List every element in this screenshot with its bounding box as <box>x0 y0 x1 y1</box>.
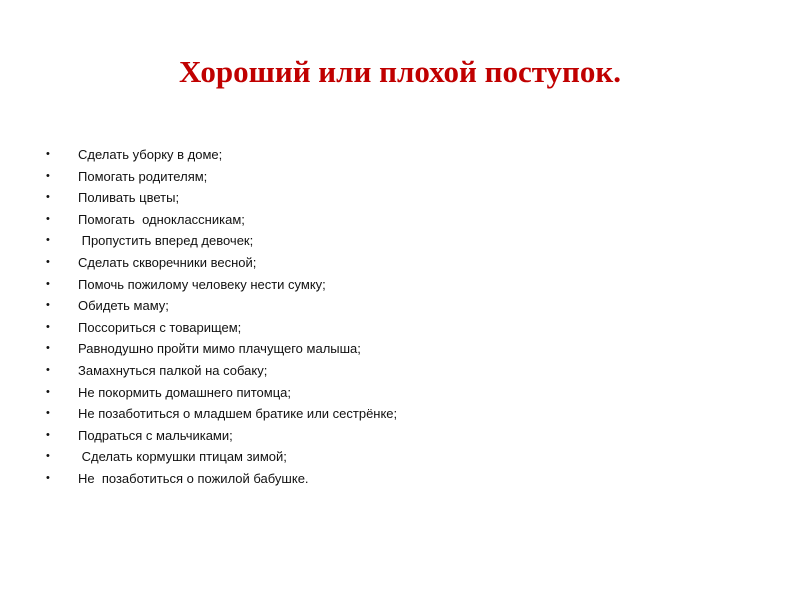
list-item-text: Подраться с мальчиками; <box>78 427 233 443</box>
bullet-dot-icon: • <box>46 191 50 204</box>
bullet-dot-icon: • <box>46 299 50 312</box>
bullet-dot-icon: • <box>46 148 50 160</box>
bullet-dot-icon: • <box>46 212 50 225</box>
list-item <box>46 252 397 274</box>
list-item <box>46 274 397 296</box>
list-item-text: Помочь пожилому человеку нести сумку; <box>78 276 326 292</box>
list-item <box>46 209 397 231</box>
list-item-text: Сделать кормушки птицам зимой; <box>78 449 287 465</box>
list-item <box>46 403 397 425</box>
list-item <box>46 446 397 468</box>
list-item-text: Поливать цветы; <box>78 190 180 206</box>
list-item <box>46 295 397 317</box>
list-item <box>46 425 397 447</box>
list-item-text: Поссориться с товарищем; <box>78 319 242 335</box>
list-item <box>46 338 397 360</box>
slide-title: Хороший или плохой поступок. <box>178 54 621 89</box>
list-item-text: Помогать одноклассникам; <box>78 211 245 227</box>
bullet-dot-icon: • <box>46 450 50 463</box>
list-item-text: Пропустить вперед девочек; <box>78 233 254 249</box>
bullet-dot-icon: • <box>46 428 50 441</box>
bullet-dot-icon: • <box>46 407 50 420</box>
list-item-text: Равнодушно пройти мимо плачущего малыша; <box>78 341 361 357</box>
list-item-text: Обидеть маму; <box>78 298 169 314</box>
bullet-dot-icon: • <box>46 277 50 290</box>
bullet-dot-icon: • <box>46 385 50 398</box>
list-item <box>46 230 397 252</box>
bullet-list <box>46 144 397 490</box>
bullet-dot-icon: • <box>46 169 50 182</box>
list-item <box>46 317 397 339</box>
list-item <box>46 166 397 188</box>
list-item <box>46 382 397 404</box>
list-item-text: Сделать скворечники весной; <box>78 254 257 270</box>
list-item <box>46 187 397 209</box>
bullet-dot-icon: • <box>46 363 50 376</box>
bullet-dot-icon: • <box>46 234 50 247</box>
list-item <box>46 360 397 382</box>
list-item <box>46 144 397 166</box>
list-item-text: Не позаботиться о пожилой бабушке. <box>78 470 309 486</box>
bullet-dot-icon: • <box>46 471 50 484</box>
bullet-dot-icon: • <box>46 320 50 333</box>
list-item <box>46 468 397 490</box>
bullet-dot-icon: • <box>46 342 50 355</box>
list-item-text: Сделать уборку в доме; <box>78 147 223 162</box>
list-item-text: Не покормить домашнего питомца; <box>78 384 292 400</box>
bullet-dot-icon: • <box>46 255 50 268</box>
list-item-text: Не позаботиться о младшем братике или сестрёнке; <box>78 406 398 422</box>
list-item-text: Помогать родителям; <box>78 168 208 184</box>
list-item-text: Замахнуться палкой на собаку; <box>78 362 268 378</box>
